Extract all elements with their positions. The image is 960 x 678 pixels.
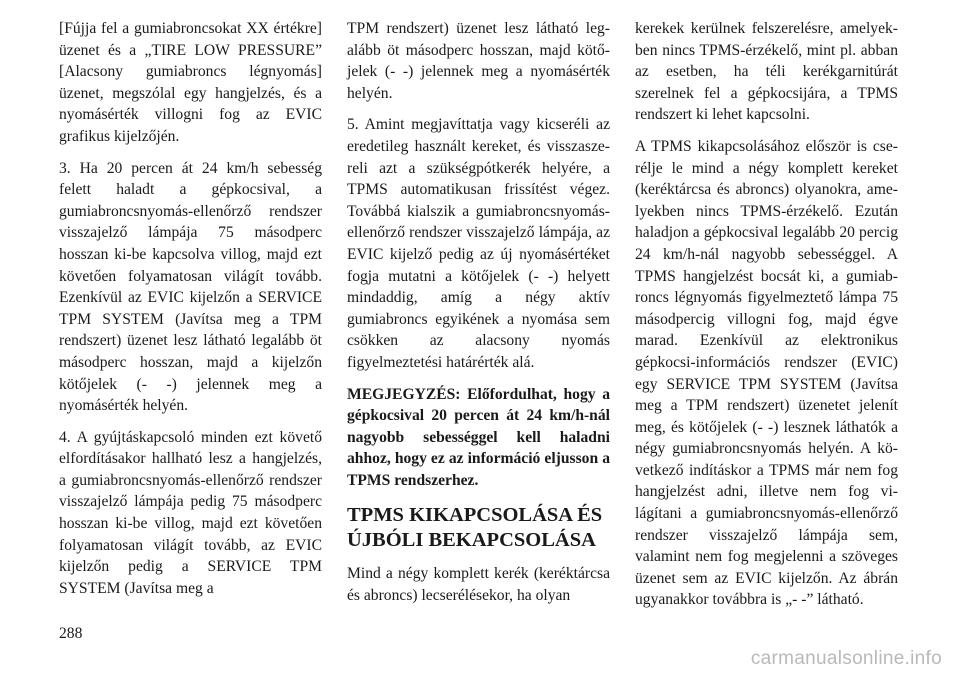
paragraph-step-5: 5. Amint megjavíttatja vagy kicseréli az eredetileg használt kereket, és visszaszereli azt a szükségpótkerék helyére, a TPMS automatikusan frissítést végez. Továbbá kialszik a gumiabroncsnyomás-ellenőrző rendszer visszajelző lámpája, az EVIC kijelző pedig az új nyomásértéket fogja mutatni a kötőjelek (- -) helyett mindaddig, amíg a négy aktív gumiabroncs egyikének a nyomása sem csökken az alacsony nyomás figyelmeztetési határérték alá. xyxy=(347,116,610,371)
paragraph: TPM rendszert) üzenet lesz látható legalább öt másodperc hosszan, majd kötőjelek (- -) jelennek meg a nyomásérték helyén. xyxy=(347,20,610,102)
text-column-1 xyxy=(59,18,322,609)
watermark: carmanualsonline.info xyxy=(750,648,942,669)
section-heading: TPMS KIKAPCSOLÁSA ÉS ÚJBÓLI BEKAPCSOLÁSA xyxy=(347,504,603,552)
paragraph: [Fújja fel a gumiabroncsokat XX értékre] üzenet és a „TIRE LOW PRESSURE” [Alacsony gumiabroncs légnyomás] üzenet, megszólal egy hangjelzés, és a nyomásérték villogni fog az EVIC grafikus kijelzőjén. xyxy=(59,20,322,145)
page-number: 288 xyxy=(59,625,83,642)
paragraph-step-4: 4. A gyújtáskapcsoló minden ezt követő elfordításakor hallható lesz a hangjelzés, a gumiabroncsnyomás-ellenőrző rendszer visszajelző lámpája pedig 75 másodperc hosszan ki-be villog, majd ezt követően folyamatosan világít tovább, az EVIC kijelzőn pedig a SERVICE TPM SYSTEM (Javítsa meg a xyxy=(59,428,322,597)
note-paragraph: MEGJEGYZÉS: Előfordulhat, hogy a gépkocsival 20 percen át 24 km/h-nál nagyobb sebességgel kell haladni ahhoz, hogy ez az információ eljusson a TPMS rendszerhez. xyxy=(347,385,610,489)
text-column-3 xyxy=(635,18,898,621)
paragraph-step-3: 3. Ha 20 percen át 24 km/h sebesség felett haladt a gépkocsival, a gumiabroncsnyomás-ellenőrző rendszer visszajelző lámpája 75 másodperc hosszan ki-be kapcsolva villog, majd ezt követően folyamatosan világít tovább. Ezenkívül az EVIC kijelzőn a SERVICE TPM SYSTEM (Javítsa meg a TPM rendszert) üzenet lesz látható legalább öt másodperc hosszan, majd a kijelzőn kötőjelek (- -) jelennek meg a nyomásérték helyén. xyxy=(59,159,322,415)
paragraph: Mind a négy komplett kerék (keréktárcsa és abroncs) lecserélésekor, ha olyan xyxy=(347,565,610,605)
text-column-2 xyxy=(347,18,610,617)
paragraph: kerekek kerülnek felszerelésre, amelyekben nincs TPMS-érzékelő, mint pl. abban az esetben, ha téli kerékgarnitúrát szerelnek fel a gépkocsijára, a TPMS rendszert ki lehet kapcsolni. xyxy=(635,20,898,124)
paragraph: A TPMS kikapcsolásához először is cserélje le mind a négy komplett kereket (keréktárcsa és abroncs) olyanokra, amelyekben nincs TPMS-érzékelő. Ezután haladjon a gépkocsival legalább 20 percig 24 km/h-nál nagyobb sebességgel. A TPMS hangjelzést bocsát ki, a gumiabroncs légnyomás figyelmeztető lámpa 75 másodpercig villogni fog, majd égve marad. Ezenkívül az elektronikus gépkocsi-információs rendszer (EVIC) egy SERVICE TPM SYSTEM (Javítsa meg a TPM rendszert) üzenetet jelenít meg, és kötőjelek (- -) lesznek láthatók a négy gumiabroncsnyomás helyén. A következő indításkor a TPMS már nem fog hangjelzést adni, illetve nem fog világítani a gumiabroncsnyomás-ellenőrző rendszer visszajelző lámpája sem, valamint nem fog megjelenni a szöveges üzenet sem az EVIC kijelzőn. Az ábrán ugyanakkor továbbra is „- -” látható. xyxy=(635,137,898,609)
